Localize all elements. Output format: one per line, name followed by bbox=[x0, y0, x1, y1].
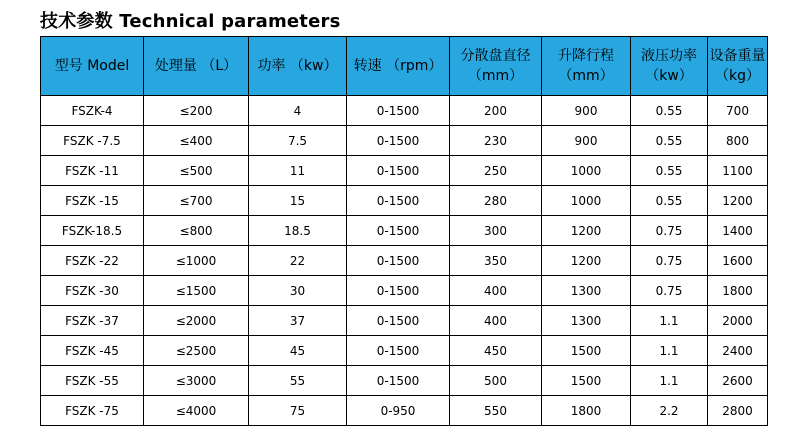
cell-disc-diameter: 400 bbox=[450, 276, 542, 306]
table-row bbox=[41, 96, 768, 126]
cell-hydraulic-power: 1.1 bbox=[631, 306, 708, 336]
cell-disc-diameter: 550 bbox=[450, 396, 542, 426]
cell-power: 55 bbox=[249, 366, 347, 396]
header-model bbox=[41, 37, 144, 96]
cell-lift-stroke: 1200 bbox=[542, 216, 631, 246]
cell-weight: 1400 bbox=[708, 216, 768, 246]
header-label: （kg） bbox=[715, 68, 760, 84]
cell-model: FSZK -75 bbox=[41, 396, 144, 426]
cell-power: 30 bbox=[249, 276, 347, 306]
cell-lift-stroke: 1000 bbox=[542, 186, 631, 216]
cell-capacity: ≤800 bbox=[144, 216, 249, 246]
cell-speed: 0-1500 bbox=[347, 276, 450, 306]
header-label: 型号 Model bbox=[54, 58, 130, 74]
cell-disc-diameter: 450 bbox=[450, 336, 542, 366]
header-hydraulic-power bbox=[631, 37, 708, 96]
cell-lift-stroke: 900 bbox=[542, 96, 631, 126]
cell-disc-diameter: 250 bbox=[450, 156, 542, 186]
page-title: 技术参数 Technical parameters bbox=[40, 11, 341, 32]
cell-capacity: ≤3000 bbox=[144, 366, 249, 396]
header-label: （kw） bbox=[645, 68, 693, 84]
cell-capacity: ≤4000 bbox=[144, 396, 249, 426]
cell-disc-diameter: 500 bbox=[450, 366, 542, 396]
cell-power: 18.5 bbox=[249, 216, 347, 246]
header-capacity bbox=[144, 37, 249, 96]
header-row bbox=[41, 37, 768, 96]
table-row bbox=[41, 366, 768, 396]
header-label: 设备重量 bbox=[709, 48, 766, 64]
cell-speed: 0-1500 bbox=[347, 186, 450, 216]
cell-hydraulic-power: 0.75 bbox=[631, 276, 708, 306]
cell-model: FSZK -55 bbox=[41, 366, 144, 396]
cell-model: FSZK -7.5 bbox=[41, 126, 144, 156]
cell-model: FSZK -22 bbox=[41, 246, 144, 276]
header-label: 液压功率 bbox=[641, 48, 697, 64]
cell-speed: 0-1500 bbox=[347, 246, 450, 276]
header-label: 功率 （kw） bbox=[257, 58, 338, 74]
header-speed bbox=[347, 37, 450, 96]
header-power bbox=[249, 37, 347, 96]
cell-weight: 1800 bbox=[708, 276, 768, 306]
header-label: （mm） bbox=[558, 68, 614, 84]
header-label: 分散盘直径 bbox=[460, 48, 531, 64]
table-row bbox=[41, 306, 768, 336]
cell-power: 4 bbox=[249, 96, 347, 126]
cell-weight: 1200 bbox=[708, 186, 768, 216]
cell-lift-stroke: 1500 bbox=[542, 366, 631, 396]
cell-weight: 700 bbox=[708, 96, 768, 126]
cell-model: FSZK -30 bbox=[41, 276, 144, 306]
cell-speed: 0-1500 bbox=[347, 156, 450, 186]
cell-speed: 0-950 bbox=[347, 396, 450, 426]
cell-disc-diameter: 280 bbox=[450, 186, 542, 216]
table-row bbox=[41, 396, 768, 426]
cell-hydraulic-power: 0.55 bbox=[631, 126, 708, 156]
table-header bbox=[41, 37, 768, 96]
cell-disc-diameter: 350 bbox=[450, 246, 542, 276]
cell-power: 11 bbox=[249, 156, 347, 186]
cell-disc-diameter: 230 bbox=[450, 126, 542, 156]
table-row bbox=[41, 246, 768, 276]
cell-weight: 2800 bbox=[708, 396, 768, 426]
cell-power: 7.5 bbox=[249, 126, 347, 156]
cell-capacity: ≤1500 bbox=[144, 276, 249, 306]
cell-model: FSZK -45 bbox=[41, 336, 144, 366]
cell-hydraulic-power: 0.75 bbox=[631, 216, 708, 246]
cell-lift-stroke: 900 bbox=[542, 126, 631, 156]
cell-hydraulic-power: 2.2 bbox=[631, 396, 708, 426]
technical-parameters-table bbox=[40, 36, 768, 426]
header-disc-diameter bbox=[450, 37, 542, 96]
table-row bbox=[41, 336, 768, 366]
cell-power: 22 bbox=[249, 246, 347, 276]
table-row bbox=[41, 126, 768, 156]
cell-speed: 0-1500 bbox=[347, 336, 450, 366]
cell-hydraulic-power: 0.75 bbox=[631, 246, 708, 276]
cell-hydraulic-power: 0.55 bbox=[631, 96, 708, 126]
cell-lift-stroke: 1800 bbox=[542, 396, 631, 426]
cell-weight: 800 bbox=[708, 126, 768, 156]
cell-power: 45 bbox=[249, 336, 347, 366]
header-label: 升降行程 bbox=[558, 48, 614, 64]
cell-power: 37 bbox=[249, 306, 347, 336]
header-weight bbox=[708, 37, 768, 96]
cell-lift-stroke: 1000 bbox=[542, 156, 631, 186]
cell-lift-stroke: 1300 bbox=[542, 276, 631, 306]
table-row bbox=[41, 186, 768, 216]
table-row bbox=[41, 276, 768, 306]
cell-capacity: ≤1000 bbox=[144, 246, 249, 276]
cell-power: 75 bbox=[249, 396, 347, 426]
cell-hydraulic-power: 1.1 bbox=[631, 336, 708, 366]
table-row bbox=[41, 216, 768, 246]
cell-speed: 0-1500 bbox=[347, 216, 450, 246]
cell-model: FSZK -15 bbox=[41, 186, 144, 216]
cell-lift-stroke: 1200 bbox=[542, 246, 631, 276]
cell-weight: 1100 bbox=[708, 156, 768, 186]
cell-model: FSZK -37 bbox=[41, 306, 144, 336]
cell-disc-diameter: 200 bbox=[450, 96, 542, 126]
cell-weight: 1600 bbox=[708, 246, 768, 276]
cell-speed: 0-1500 bbox=[347, 306, 450, 336]
cell-speed: 0-1500 bbox=[347, 96, 450, 126]
cell-capacity: ≤400 bbox=[144, 126, 249, 156]
table-row bbox=[41, 156, 768, 186]
cell-model: FSZK -11 bbox=[41, 156, 144, 186]
header-lift-stroke bbox=[542, 37, 631, 96]
cell-lift-stroke: 1300 bbox=[542, 306, 631, 336]
header-label: 处理量 （L） bbox=[154, 58, 238, 74]
cell-model: FSZK-4 bbox=[41, 96, 144, 126]
cell-power: 15 bbox=[249, 186, 347, 216]
cell-capacity: ≤2000 bbox=[144, 306, 249, 336]
cell-weight: 2400 bbox=[708, 336, 768, 366]
cell-weight: 2000 bbox=[708, 306, 768, 336]
cell-model: FSZK-18.5 bbox=[41, 216, 144, 246]
cell-speed: 0-1500 bbox=[347, 126, 450, 156]
cell-weight: 2600 bbox=[708, 366, 768, 396]
cell-lift-stroke: 1500 bbox=[542, 336, 631, 366]
cell-capacity: ≤2500 bbox=[144, 336, 249, 366]
cell-disc-diameter: 300 bbox=[450, 216, 542, 246]
cell-hydraulic-power: 0.55 bbox=[631, 156, 708, 186]
cell-capacity: ≤500 bbox=[144, 156, 249, 186]
cell-capacity: ≤200 bbox=[144, 96, 249, 126]
cell-hydraulic-power: 1.1 bbox=[631, 366, 708, 396]
table-body bbox=[41, 96, 768, 426]
cell-hydraulic-power: 0.55 bbox=[631, 186, 708, 216]
cell-speed: 0-1500 bbox=[347, 366, 450, 396]
cell-disc-diameter: 400 bbox=[450, 306, 542, 336]
header-label: （mm） bbox=[467, 68, 524, 84]
cell-capacity: ≤700 bbox=[144, 186, 249, 216]
header-label: 转速 （rpm） bbox=[353, 58, 443, 74]
